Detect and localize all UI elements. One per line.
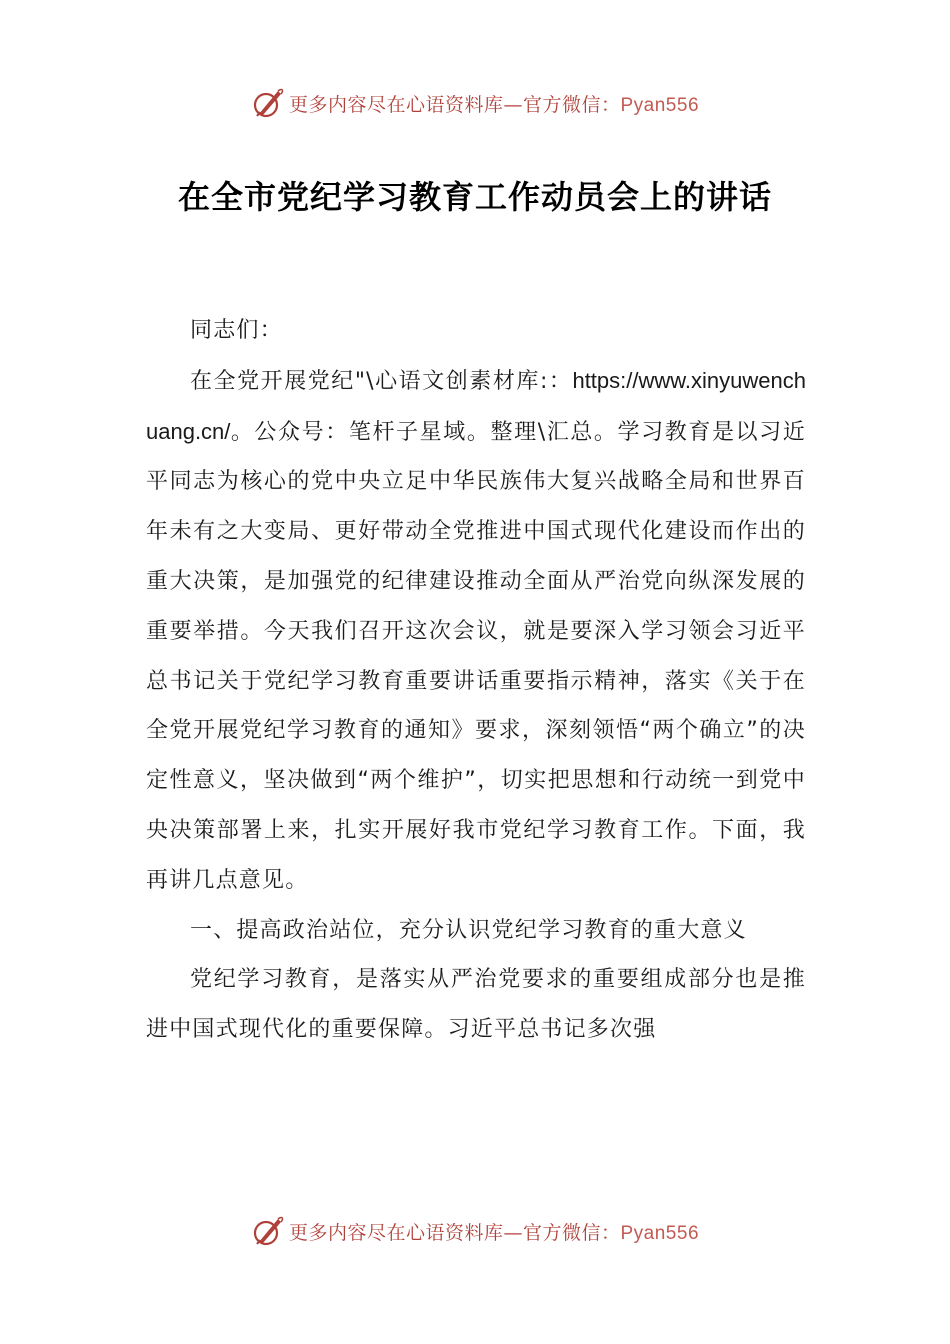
section-heading-1: 一、提高政治站位，充分认识党纪学习教育的重大意义 [190,917,747,943]
document-body [146,306,806,1055]
quill-pen-logo-icon [251,86,285,120]
salutation: 同志们： [190,318,283,343]
quill-pen-logo-icon [251,1214,285,1248]
banner-main-text: 更多内容尽在心语资料库—官方微信： [288,1221,621,1244]
paragraph-1 [146,356,806,906]
source-url-text: https://www.xinyuwenchuang.cn/ [146,367,806,444]
footer-watermark-banner [0,1209,950,1253]
header-watermark-banner [0,81,950,125]
banner-text [289,90,699,117]
banner-wechat-id: Pyan556 [620,94,700,116]
paragraph-2: 党纪学习教育，是落实从严治党要求的重要组成部分也是推进中国式现代化的重要保障。习近平总书记多次强 [146,967,806,1043]
paragraph-1-intro: 在全党开展党纪"\心语文创素材库:： [190,368,573,394]
paragraph-1-body: 。公众号：笔杆子星域。整理\汇总。学习教育是以习近平同志为核心的党中央立足中华民族伟大复兴战略全局和世界百年未有之大变局、更好带动全党推进中国式现代化建设而作出的重大决策，是加强党的纪律建设推动全面从严治党向纵深发展的重要举措。今天我们召开这次会议，就是要深入学习领会习近平总书记关于党纪学习教育重要讲话重要指示精神，落实《关于在全党开展党纪学习教育的通知》要求，深刻领悟“两个确立”的决定性意义，坚决做到“两个维护”，切实把思想和行动统一到党中央决策部署上来，扎实开展好我市党纪学习教育工作。下面，我再讲几点意见。 [146,419,806,893]
banner-text [289,1218,699,1245]
document-title: 在全市党纪学习教育工作动员会上的讲话 [177,178,772,216]
banner-wechat-id: Pyan556 [620,1222,700,1244]
banner-main-text: 更多内容尽在心语资料库—官方微信： [288,93,621,116]
